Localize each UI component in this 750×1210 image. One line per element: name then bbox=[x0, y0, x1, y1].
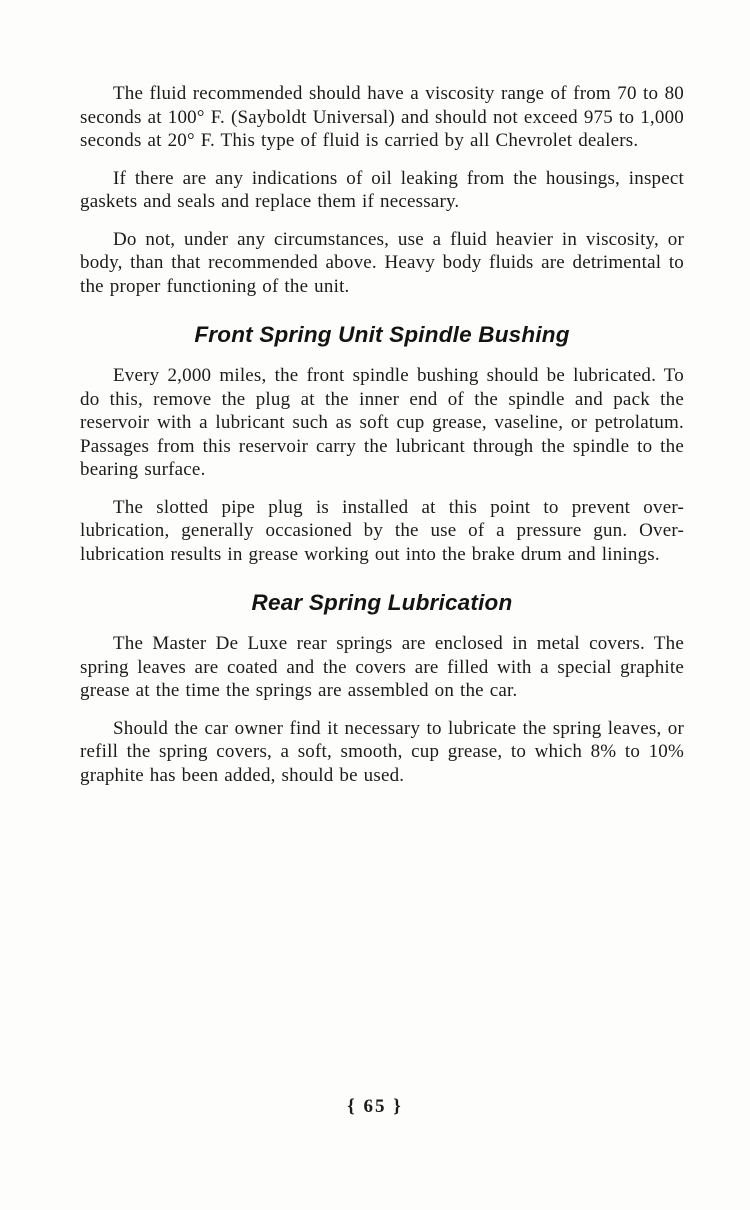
text-block bbox=[80, 82, 684, 801]
paragraph-oil-leaking: If there are any indications of oil leaking from the housings, inspect gaskets and seals and replace them if necessary. bbox=[80, 167, 684, 212]
paragraph-rear-springs-covers: The Master De Luxe rear springs are enclosed in metal covers. The spring leaves are coated and the covers are filled with a special graphite grease at the time the springs are assembled on the car. bbox=[80, 633, 684, 701]
heading-front-spring-unit-spindle-bushing: Front Spring Unit Spindle Bushing bbox=[194, 322, 570, 347]
paragraph-fluid-viscosity: The fluid recommended should have a viscosity range of from 70 to 80 seconds at 100° F. (Sayboldt Universal) and should not exceed 975 to 1,000 seconds at 20° F. This type of fluid is carried by all Chevrolet dealers. bbox=[80, 83, 684, 151]
paragraph-spindle-bushing-lubrication: Every 2,000 miles, the front spindle bushing should be lubricated. To do this, remove the plug at the inner end of the spindle and pack the reservoir with a lubricant such as soft cup grease, vaseline, or petrolatum. Passages from this reservoir carry the lubricant through the spindle to the bearing surface. bbox=[80, 365, 684, 480]
paragraph-refill-spring-covers: Should the car owner find it necessary to lubricate the spring leaves, or refill the spring covers, a soft, smooth, cup grease, to which 8% to 10% graphite has been added, should be used. bbox=[80, 717, 684, 786]
heading-rear-spring-lubrication: Rear Spring Lubrication bbox=[251, 590, 513, 615]
paragraph-slotted-pipe-plug: The slotted pipe plug is installed at this point to prevent over-lubrication, generally occasioned by the use of a pressure gun. Over-lubrication results in grease working out into the brake drum and linings. bbox=[80, 496, 684, 565]
page-number: { 65 } bbox=[347, 1096, 403, 1117]
paragraph-heavy-fluids: Do not, under any circumstances, use a fluid heavier in viscosity, or body, than that recommended above. Heavy body fluids are detrimental to the proper functioning of the unit. bbox=[80, 228, 684, 297]
